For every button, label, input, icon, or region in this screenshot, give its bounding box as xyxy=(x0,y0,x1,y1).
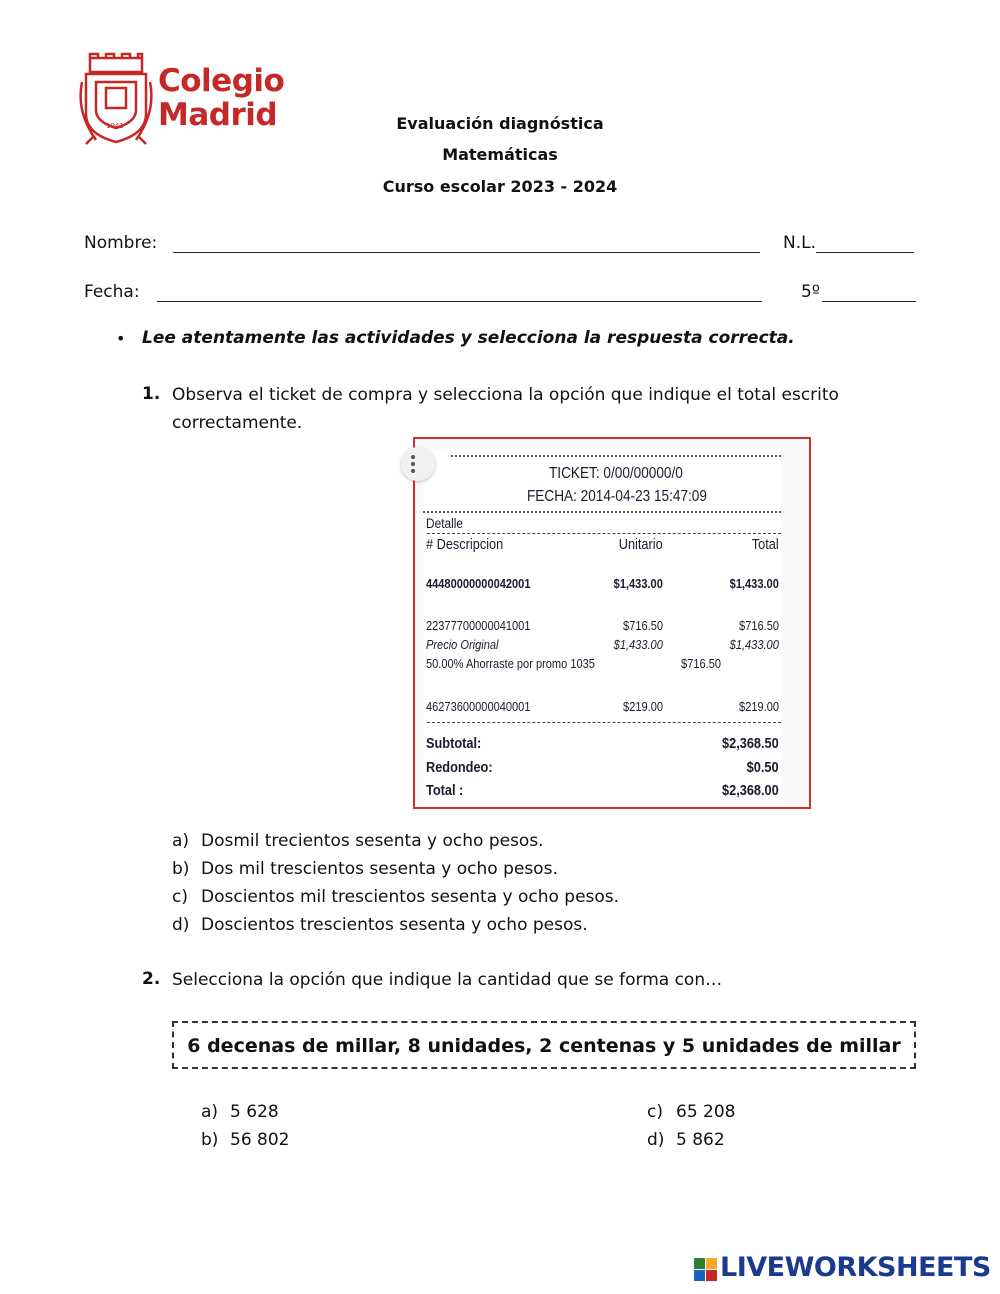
name-field[interactable] xyxy=(173,252,760,253)
ticket-col-total: Total xyxy=(752,536,779,553)
option-text: Doscientos mil trescientos sesenta y ocho pesos. xyxy=(201,887,620,907)
option-a[interactable] xyxy=(172,827,619,855)
option-letter: d) xyxy=(172,915,190,935)
question-1-number: 1. xyxy=(142,384,161,404)
ticket-paper xyxy=(423,449,781,803)
ticket-subtotal: $2,368.50 xyxy=(722,735,779,752)
school-name xyxy=(158,64,284,132)
name-label: Nombre: xyxy=(84,233,158,253)
ticket-row-code: 22377700000041001 xyxy=(426,618,531,633)
exam-subject: Matemáticas xyxy=(442,145,558,164)
ticket-row-total: $1,433.00 xyxy=(729,576,779,591)
option-d[interactable] xyxy=(647,1126,735,1154)
quantity-description-box: 6 decenas de millar, 8 unidades, 2 centenas y 5 unidades de millar xyxy=(172,1021,916,1069)
ticket-row-code: 46273600000040001 xyxy=(426,699,531,714)
ticket-col-unit: Unitario xyxy=(619,536,663,553)
option-letter: c) xyxy=(647,1102,663,1122)
option-text: 56 802 xyxy=(230,1130,290,1150)
ticket-row-unit: $716.50 xyxy=(623,618,663,633)
option-b[interactable] xyxy=(201,1126,289,1154)
grade-label: 5º xyxy=(801,282,820,302)
ticket-number: TICKET: 0/00/00000/0 xyxy=(549,465,683,482)
question-2-text: Selecciona la opción que indique la cantidad que se forma con… xyxy=(172,970,723,990)
purchase-ticket-image xyxy=(413,437,811,809)
ticket-redondeo: $0.50 xyxy=(747,759,779,776)
liveworksheets-brand: LIVEWORKSHEETS xyxy=(720,1252,991,1283)
liveworksheets-icon xyxy=(694,1258,718,1282)
option-letter: d) xyxy=(647,1130,665,1150)
ticket-row-code: Precio Original xyxy=(426,637,499,652)
question-1-text: Observa el ticket de compra y selecciona la opción que indique el total escrito correctamente. xyxy=(172,385,839,433)
question-2-options-left xyxy=(201,1098,289,1154)
option-letter: c) xyxy=(172,887,188,907)
ticket-row-unit: $219.00 xyxy=(623,699,663,714)
option-text: 65 208 xyxy=(676,1102,736,1122)
ticket-detalle: Detalle xyxy=(426,515,464,531)
instructions: Lee atentamente las actividades y selecciona la respuesta correcta. xyxy=(142,328,795,348)
option-text: 5 862 xyxy=(676,1130,725,1150)
option-letter: a) xyxy=(201,1102,219,1122)
school-name-line1: Colegio xyxy=(158,63,285,99)
option-text: Doscientos trescientos sesenta y ocho pesos. xyxy=(201,915,588,935)
ticket-redondeo-label: Redondeo: xyxy=(426,759,493,776)
date-field[interactable] xyxy=(157,301,762,302)
school-name-line2: Madrid xyxy=(158,97,278,133)
grade-field[interactable] xyxy=(822,301,916,302)
ticket-row-code: 44480000000042001 xyxy=(426,576,531,591)
option-text: Dosmil trecientos sesenta y ocho pesos. xyxy=(201,831,544,851)
option-text: 5 628 xyxy=(230,1102,279,1122)
bullet-icon: • xyxy=(116,329,126,348)
option-letter: b) xyxy=(172,859,190,879)
ticket-row-code: 50.00% Ahorraste por promo 1035 xyxy=(426,656,595,671)
option-letter: a) xyxy=(172,831,190,851)
ticket-row-total: $1,433.00 xyxy=(729,637,779,652)
coat-of-arms-icon xyxy=(78,52,154,148)
option-d[interactable] xyxy=(172,911,619,939)
option-b[interactable] xyxy=(172,855,619,883)
ticket-row-unit: $1,433.00 xyxy=(613,576,663,591)
nl-label: N.L. xyxy=(783,233,816,253)
ticket-total-label: Total : xyxy=(426,782,464,799)
school-year: Curso escolar 2023 - 2024 xyxy=(382,177,618,196)
ticket-divider xyxy=(427,722,781,723)
nl-field[interactable] xyxy=(816,252,914,253)
ticket-total: $2,368.00 xyxy=(722,782,779,799)
question-2-number: 2. xyxy=(142,969,161,989)
liveworksheets-logo[interactable] xyxy=(694,1252,991,1285)
ticket-col-desc: # Descripcion xyxy=(426,536,504,553)
kebab-menu-icon xyxy=(401,447,435,481)
option-text: Dos mil trescientos sesenta y ocho pesos. xyxy=(201,859,558,879)
school-logo xyxy=(78,52,285,148)
ticket-divider xyxy=(423,511,781,513)
question-1-options xyxy=(172,827,619,939)
option-c[interactable] xyxy=(647,1098,735,1126)
option-letter: b) xyxy=(201,1130,219,1150)
exam-title: Evaluación diagnóstica xyxy=(396,114,604,133)
ticket-subtotal-label: Subtotal: xyxy=(426,735,482,752)
ticket-row-unit: $1,433.00 xyxy=(613,637,663,652)
svg-text:1941: 1941 xyxy=(106,122,124,130)
ticket-date: FECHA: 2014-04-23 15:47:09 xyxy=(527,488,707,505)
ticket-row-unit: $716.50 xyxy=(681,656,721,671)
option-a[interactable] xyxy=(201,1098,289,1126)
ticket-row-total: $219.00 xyxy=(739,699,779,714)
question-2-options-right xyxy=(647,1098,735,1154)
ticket-divider xyxy=(451,455,781,457)
ticket-row-total: $716.50 xyxy=(739,618,779,633)
option-c[interactable] xyxy=(172,883,619,911)
date-label: Fecha: xyxy=(84,282,140,302)
ticket-divider xyxy=(427,533,781,534)
